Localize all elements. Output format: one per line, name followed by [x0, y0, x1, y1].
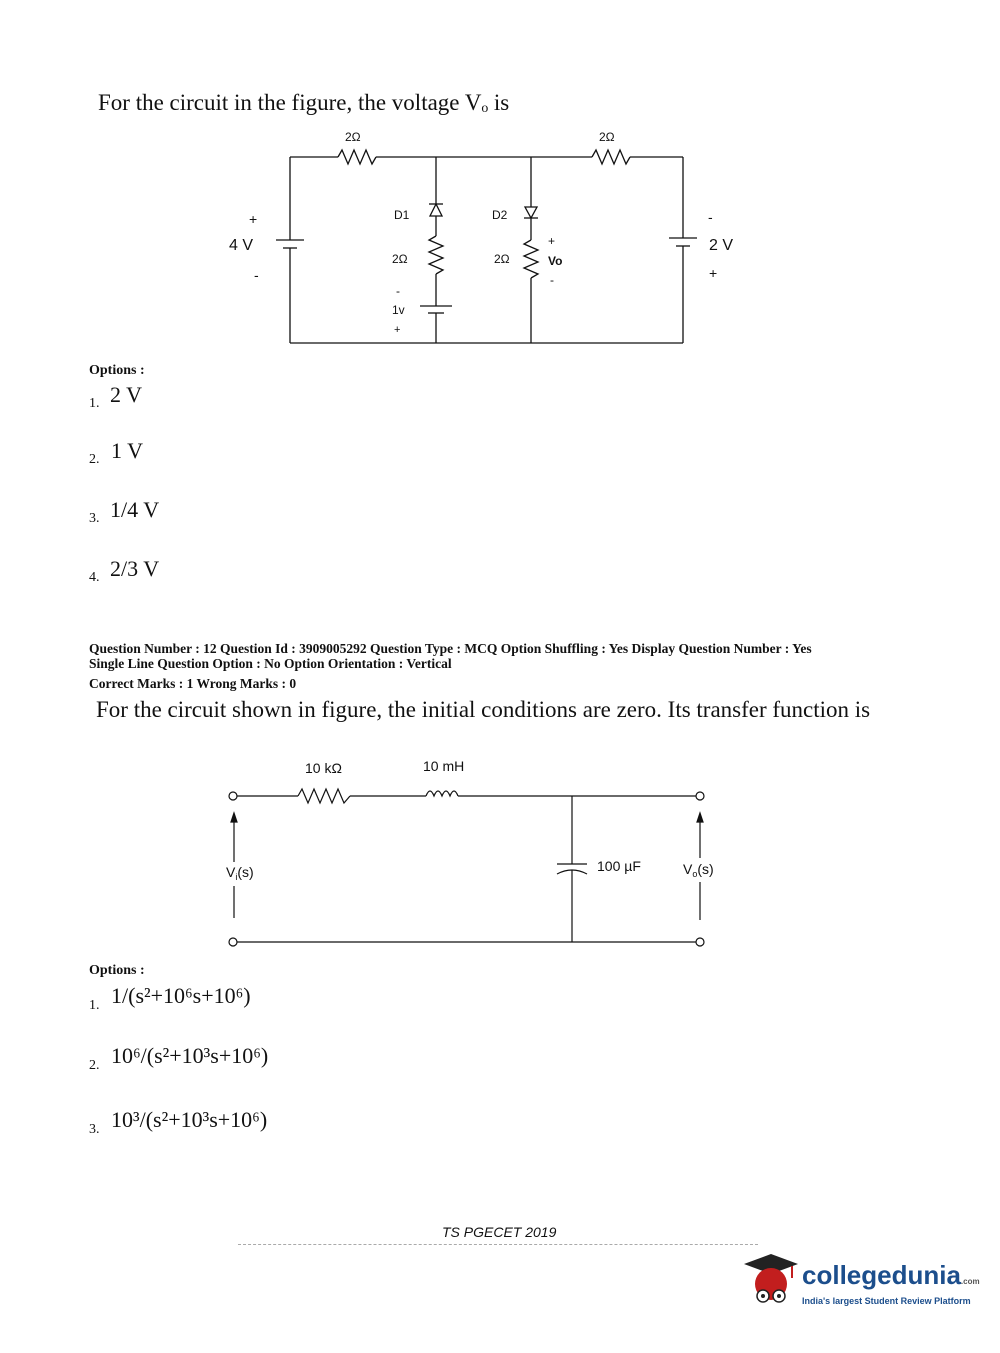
resistor-top-right: [592, 150, 630, 164]
label-mid-source: 1v: [392, 303, 405, 317]
terminal-in-bottom: [229, 938, 237, 946]
collegedunia-logo[interactable]: [742, 1250, 997, 1310]
label-right-source: 2 V: [709, 237, 734, 254]
circuit-diagram-q12: [0, 740, 1000, 960]
question-11-text: For the circuit in the figure, the voltage Vₒ is: [98, 90, 510, 115]
label-mid-minus: -: [396, 284, 400, 298]
circuit-diagram-q11: [0, 0, 1000, 360]
label-vin: $V_i(s)$: [226, 864, 254, 882]
footer-divider: [238, 1244, 758, 1245]
resistor-d1: [429, 236, 443, 274]
diode-d2: [525, 207, 537, 218]
brand-tagline: India's largest Student Review Platform: [802, 1296, 971, 1306]
question-12-text: For the circuit shown in figure, the initial conditions are zero. Its transfer function is: [96, 697, 871, 722]
label-left-plus: +: [249, 211, 258, 227]
options-label-q11: Options :: [89, 363, 145, 378]
label-vo: Vo: [548, 254, 563, 268]
label-r-top-right: 2Ω: [599, 130, 615, 144]
brand-name: collegedunia: [802, 1260, 961, 1290]
terminal-out-top: [696, 792, 704, 800]
label-capacitor: 100 µF: [597, 858, 641, 874]
label-left-minus: -: [254, 267, 259, 283]
label-resistor: 10 kΩ: [305, 760, 342, 776]
question-12-meta-line2: Single Line Question Option : No Option Orientation : Vertical: [89, 656, 452, 671]
label-d2: D2: [492, 208, 508, 222]
resistor-top-left: [338, 150, 376, 164]
resistor-d2: [524, 240, 538, 278]
label-r-top-left: 2Ω: [345, 130, 361, 144]
diode-d1: [430, 204, 442, 216]
terminal-out-bottom: [696, 938, 704, 946]
terminal-in-top: [229, 792, 237, 800]
label-vo-minus: -: [550, 273, 554, 287]
resistor-10k: [298, 789, 350, 803]
question-12-meta-line1: Question Number : 12 Question Id : 3909005292 Question Type : MCQ Option Shuffling : Yes Display Question Number : Yes: [89, 641, 812, 656]
label-left-source: 4 V: [229, 237, 254, 254]
label-vo-plus: +: [548, 234, 556, 248]
label-mid-plus: +: [394, 324, 401, 336]
brand-suffix: .com: [960, 1277, 980, 1286]
label-right-minus: -: [708, 209, 713, 225]
question-12-marks: Correct Marks : 1 Wrong Marks : 0: [89, 676, 297, 691]
label-right-plus: +: [709, 265, 718, 281]
footer-exam-name: TS PGECET 2019: [442, 1224, 557, 1240]
inductor-10mh: [426, 791, 458, 796]
arrow-vout: [697, 813, 703, 822]
arrow-vin: [231, 813, 237, 822]
label-vout: $V_o(s)$: [683, 861, 714, 879]
label-r-d2: 2Ω: [494, 252, 510, 266]
label-inductor: 10 mH: [423, 758, 465, 774]
label-d1: D1: [394, 208, 410, 222]
options-label-q12: Options :: [89, 963, 145, 978]
label-r-d1: 2Ω: [392, 252, 408, 266]
graduate-mascot-icon: [742, 1250, 800, 1306]
